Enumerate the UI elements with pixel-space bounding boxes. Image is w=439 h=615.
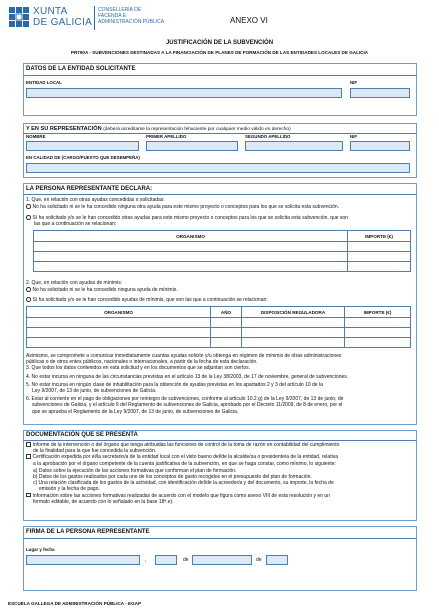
p1b-text: públicas o de otros entes públicos, nacionales o internacionales, a partir de la fecha de esta declaración.: [26, 359, 258, 366]
minimis-col-disposicion: DISPOSICIÓN REGULADORA: [242, 307, 345, 318]
lugar-label: Lugar y fecha: [26, 547, 55, 552]
table-row[interactable]: [34, 242, 411, 252]
q1-no-radio[interactable]: [26, 204, 31, 209]
representacion-note: (deberá acreditarse la representación fehaciente por cualquier medio válido en derecho): [103, 127, 291, 132]
q2-si-radio[interactable]: [26, 297, 31, 302]
entidad-heading: DATOS DE LA ENTIDAD SOLICITANTE: [26, 66, 136, 72]
p1-text: Asimismo, se compromete a comunicar inmediatamente cuantas ayudas solicite y/u obtenga en régimen de mínimis de otras administraciones: [26, 353, 342, 359]
q1-text: 1. Que, en relación con otras ayudas concedidas o solicitadas:: [26, 197, 165, 203]
entidad-nif-field[interactable]: [350, 88, 410, 98]
p5a-text: 5. No estar incursa en ningún clase de inhabilitación para la obtención de ayudas previstas en los apartados 2 y 3 del artículo 10 de la: [26, 381, 323, 388]
dia-field[interactable]: [155, 555, 177, 565]
nombre-field[interactable]: [26, 141, 139, 151]
q2-no-text: No ha solicitado ni se le ha concedido ninguna ayuda de mínimis.: [32, 287, 178, 293]
documentacion-heading: DOCUMENTACIÓN QUE SE PRESENTA: [26, 432, 138, 438]
dept-line3: ADMINISTRACIÓN PÚBLICA: [98, 19, 165, 25]
d2a-text: Certificación expedida por el/la secretario/a de la entidad local con el visto bueno del/de la alcalde/sa o presidente/a de la entidad, relativa: [32, 454, 338, 461]
dc1-text: c) Una relación clasificada de los gastos de la actividad, con identificación del/de la acreedor/a y del documento, su importe, la fecha de: [33, 480, 334, 487]
doc-informe-checkbox[interactable]: [26, 442, 31, 447]
table-row[interactable]: [27, 328, 411, 338]
p5b-text: Ley 9/2007, de 13 de junio, de subvenciones de Galicia.: [32, 388, 157, 395]
minimis-col-importe: IMPORTE (€): [345, 307, 411, 318]
q1-si-text: Sí ha solicitado y/o se le han concedido otras ayudas para este mismo proyecto o conceptos para los que se solicita esta subvención, que son: [32, 215, 348, 221]
table-row[interactable]: [34, 252, 411, 262]
rep-nif-field[interactable]: [350, 141, 410, 151]
p6a-text: 6. Estar al corriente en el pago de obligaciones por reintegro de subvenciones, conforme al artículo 10.2.g) de la Ley 9/2007, de 13 de junio, de: [26, 396, 344, 403]
anio-field[interactable]: [266, 555, 288, 565]
table-row[interactable]: [27, 318, 411, 328]
ayudas-col-importe: IMPORTE (€): [348, 231, 411, 242]
entidad-field[interactable]: [26, 88, 342, 98]
footer-text: ESCUELA GALLEGA DE ADMINISTRACIÓN PÚBLICA - EGAP: [8, 601, 142, 606]
p3-text: 3. Que todos los datos contenidos en esta solicitud y en los documentos que se adjuntan son ciertos.: [26, 365, 251, 372]
d3a-text: Información sobre las acciones formativas realizadas de acuerdo con el modelo que figura como anexo VIII de esta resolución y en un: [32, 492, 330, 499]
q2-no-radio[interactable]: [26, 287, 31, 292]
calidad-label: EN CALIDAD DE (CARGO/PUESTO QUE DESEMPEÑA): [26, 155, 140, 160]
minimis-col-anio: AÑO: [211, 307, 242, 318]
table-row[interactable]: [34, 262, 411, 272]
entidad-label: ENTIDAD LOCAL: [26, 80, 62, 85]
entidad-nif-label: NIF: [350, 80, 358, 85]
firma-heading: FIRMA DE LA PERSONA REPRESENTANTE: [26, 529, 150, 535]
xunta-logo: [8, 6, 30, 28]
ayudas-col-organismo: ORGANISMO: [34, 231, 348, 242]
calidad-field[interactable]: [26, 163, 410, 173]
minimis-table: [26, 306, 411, 348]
p6b-text: subvenciones de Galicia, y el artículo 9 del Reglamento de subvenciones de Galicia, aprobado por el Decreto 11/2009, de 8 de enero, por el: [32, 402, 343, 409]
nombre-label: NOMBRE: [26, 134, 46, 139]
p6c-text: que se aprueba el Reglamento de la Ley 9/2007, de 13 de junio, de subvenciones de Galicia.: [32, 408, 239, 415]
q1-si-radio[interactable]: [26, 215, 31, 220]
sep-de1: de: [183, 557, 189, 563]
representacion-heading: Y EN SU REPRESENTACIÓN: [26, 126, 102, 132]
logo-line1: XUNTA: [33, 6, 68, 17]
d1b-text: de la finalidad para la que fue concedida la subvención.: [33, 448, 157, 455]
d2b-text: a la aprobación por el órgano competente de la cuenta justificativa de la subvención, en que se haga constar, como mínimo, lo siguiente:: [33, 460, 336, 467]
dept-line2: FACENDA E: [98, 13, 127, 19]
logo-line2: DE GALICIA: [33, 17, 93, 28]
dc2-text: emisión y la fecha de pago.: [39, 486, 100, 493]
rep-nif-label: NIF: [350, 134, 358, 139]
q2-text: 2. Que, en relación con ayudas de mínimis:: [26, 280, 123, 286]
ap2-label: SEGUNDO APELLIDO: [245, 134, 291, 139]
ap2-field[interactable]: [245, 141, 343, 151]
q2-si-text: Sí ha solicitado y/o se le han concedido ayudas de mínimis, que son las que a continuación se relacionan:: [32, 297, 268, 303]
p4-text: 4. No estar incursa en ninguna de las circunstancias previstas en el artículo 13 de la Ley 38/2003, de 17 de noviembre, general de subvenciones.: [26, 373, 349, 380]
q1-si-text2: las que a continuación se relacionan:: [34, 221, 117, 227]
doc-title: JUSTIFICACIÓN DE LA SUBVENCIÓN: [165, 40, 274, 46]
q1-no-text: No ha solicitado ni se le ha concedido ninguna otra ayuda para este mismo proyecto o conceptos para los que se solicita esta subvención.: [32, 204, 340, 210]
d1a-text: Informe de la intervención o del órgano que tenga atribuidas las funciones de control de la toma de razón en contabilidad del cumplimiento: [32, 442, 340, 448]
xunta-emblem-icon: [8, 6, 30, 28]
sep-comma: ,: [145, 557, 147, 563]
sep-de2: de: [256, 557, 262, 563]
d3b-text: formato editable, de acuerdo con lo señalado en la base 18ª.e).: [33, 498, 174, 505]
table-row[interactable]: [27, 338, 411, 348]
mes-field[interactable]: [192, 555, 252, 565]
ap1-label: PRIMER APELLIDO: [146, 134, 187, 139]
minimis-col-organismo: ORGANISMO: [27, 307, 211, 318]
ayudas-table: [33, 230, 411, 272]
dept-line1: CONSELLERÍA DE: [98, 7, 142, 13]
lugar-field[interactable]: [26, 555, 140, 565]
db-text: b) Datos de los gastos realizados por cada uno de los conceptos de gasto recogidos en el presupuesto del plan de formación.: [33, 474, 312, 481]
annex-label: ANEXO VI: [230, 16, 268, 25]
declara-heading: LA PERSONA REPRESENTANTE DECLARA:: [26, 186, 153, 192]
doc-subtitle: PR790A - SUBVENCIONES DESTINADAS A LA FINANCIACIÓN DE PLANES DE FORMACIÓN DE LAS ENTIDADES LOCALES DE GALICIA: [70, 50, 369, 55]
da-text: a) Datos sobre la ejecución de las acciones formativas que conforman el plan de formación.: [33, 467, 237, 474]
ap1-field[interactable]: [146, 141, 238, 151]
doc-informacion-checkbox[interactable]: [26, 493, 31, 498]
doc-certificacion-checkbox[interactable]: [26, 454, 31, 459]
